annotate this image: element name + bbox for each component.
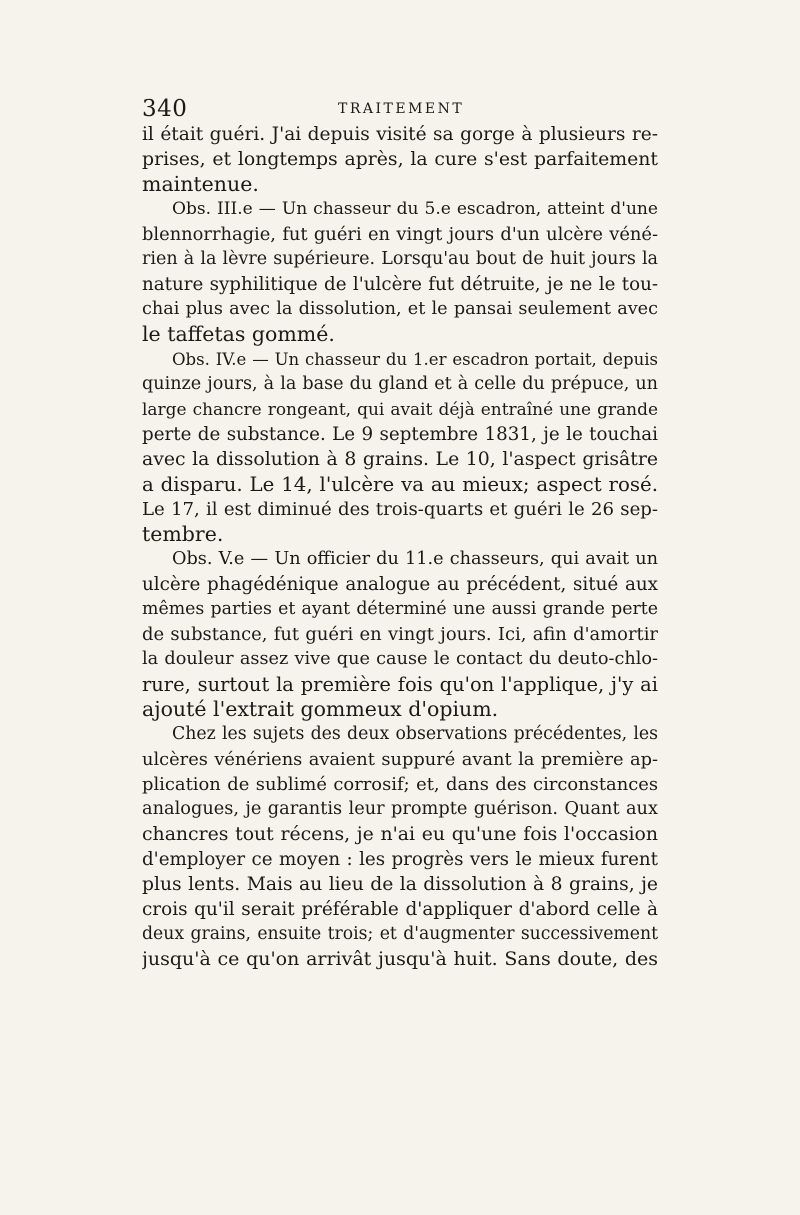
text-line: chancres tout récens, je n'ai eu qu'une fois l'occasion (142, 824, 658, 845)
text-line: ulcères vénériens avaient suppuré avant la première ap- (142, 749, 658, 770)
text-line: le taffetas gommé. (142, 322, 335, 346)
text-line: perte de substance. Le 9 septembre 1831, je le touchai (142, 424, 658, 445)
text-line: nature syphilitique de l'ulcère fut détruite, je ne le tou- (142, 274, 658, 295)
text-line: jusqu'à ce qu'on arrivât jusqu'à huit. Sans doute, des (142, 948, 658, 970)
text-line: Chez les sujets des deux observations précédentes, les (172, 724, 658, 744)
page-header (142, 96, 662, 122)
text-line: deux grains, ensuite trois; et d'augmenter successivement (142, 924, 658, 944)
text-line: quinze jours, à la base du gland et à celle du prépuce, un (142, 374, 658, 394)
text-line: mêmes parties et ayant déterminé une aussi grande perte (142, 599, 658, 619)
text-line: ulcère phagédénique analogue au précédent, situé aux (142, 574, 658, 595)
body-text (142, 122, 658, 972)
text-line: d'employer ce moyen : les progrès vers le mieux furent (142, 849, 658, 870)
text-line: la douleur assez vive que cause le contact du deuto-chlo- (142, 649, 658, 669)
text-line: de substance, fut guéri en vingt jours. Ici, afin d'amortir (142, 624, 658, 645)
text-line: plication de sublimé corrosif; et, dans des circonstances (142, 774, 658, 795)
text-line: large chancre rongeant, qui avait déjà entraîné une grande (142, 399, 658, 419)
page-number: 340 (142, 96, 188, 122)
running-title: TRAITEMENT (338, 101, 465, 117)
text-line: ajouté l'extrait gommeux d'opium. (142, 697, 499, 721)
text-line: avec la dissolution à 8 grains. Le 10, l'aspect grisâtre (142, 449, 658, 470)
text-line: a disparu. Le 14, l'ulcère va au mieux; aspect rosé. (142, 473, 658, 496)
text-line: chai plus avec la dissolution, et le pansai seulement avec (142, 299, 658, 319)
text-line: Obs. IV.e — Un chasseur du 1.er escadron portait, depuis (172, 350, 658, 369)
text-line: Obs. V.e — Un officier du 11.e chasseurs, qui avait un (172, 549, 658, 569)
text-line: analogues, je garantis leur prompte guérison. Quant aux (142, 799, 658, 819)
text-line: tembre. (142, 522, 224, 546)
text-line: maintenue. (142, 172, 259, 196)
text-line: Le 17, il est diminué des trois-quarts et guéri le 26 sep- (142, 499, 658, 520)
text-line: plus lents. Mais au lieu de la dissolution à 8 grains, je (142, 874, 658, 895)
text-line: il était guéri. J'ai depuis visité sa gorge à plusieurs re- (142, 124, 658, 145)
text-line: blennorrhagie, fut guéri en vingt jours d'un ulcère véné- (142, 224, 658, 245)
text-line: rure, surtout la première fois qu'on l'applique, j'y ai (142, 673, 658, 696)
text-line: prises, et longtemps après, la cure s'est parfaitement (142, 149, 658, 170)
text-line: Obs. III.e — Un chasseur du 5.e escadron, atteint d'une (172, 199, 658, 219)
text-line: rien à la lèvre supérieure. Lorsqu'au bout de huit jours la (142, 249, 658, 269)
text-line: crois qu'il serait préférable d'appliquer d'abord celle à (142, 899, 658, 920)
